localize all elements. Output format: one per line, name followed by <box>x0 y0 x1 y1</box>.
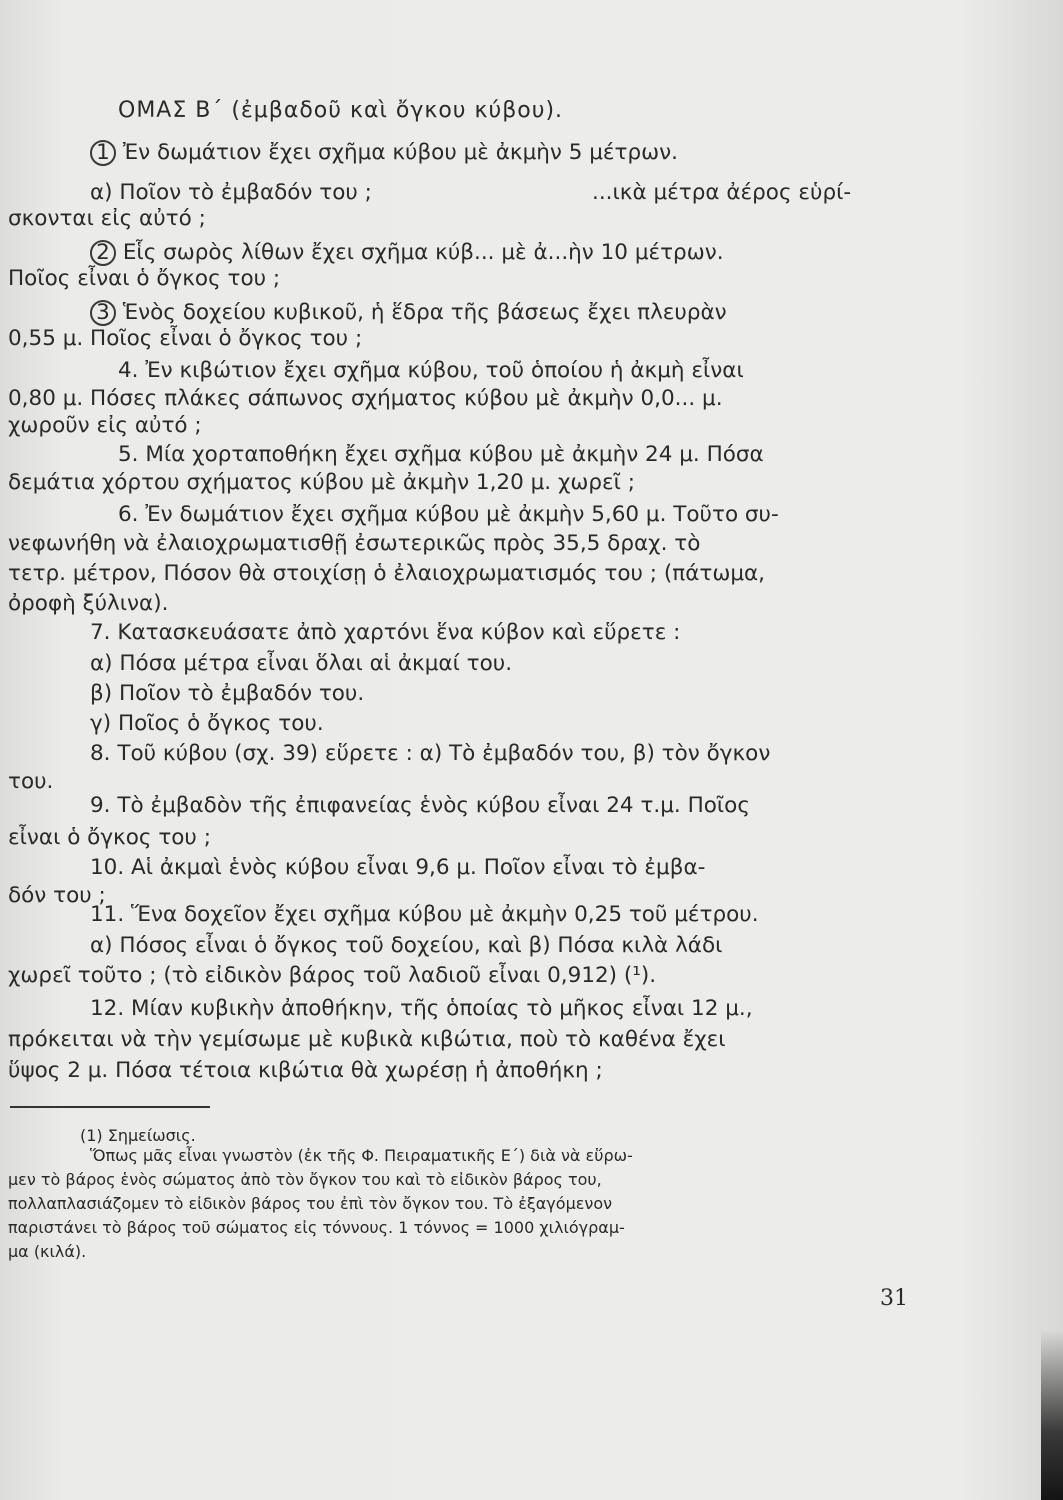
problem-10-cont: δόν του ; <box>8 883 106 908</box>
section-heading: ΟΜΑΣ Β΄ (ἐμβαδοῦ καὶ ὄγκου κύβου). <box>118 98 564 123</box>
problem-5-cont: δεμάτια χόρτου σχήματος κύβου μὲ ἀκμὴν 1,20 μ. χωρεῖ ; <box>8 470 636 495</box>
problem-text: Ἐν δωμάτιον ἔχει σχῆμα κύβου μὲ ἀκμὴν 5 μέτρων. <box>122 140 678 165</box>
footnote-line: μα (κιλά). <box>8 1242 87 1261</box>
problem-7: 7. Κατασκευάσατε ἀπὸ χαρτόνι ἕνα κύβον καὶ εὕρετε : <box>90 620 681 645</box>
problem-7a: α) Πόσα μέτρα εἶναι ὅλαι αἱ ἀκμαί του. <box>90 651 513 676</box>
problem-12: 12. Μίαν κυβικὴν ἀποθήκην, τῆς ὁποίας τὸ μῆκος εἶναι 12 μ., <box>90 996 753 1021</box>
problem-10: 10. Αἱ ἀκμαὶ ἑνὸς κύβου εἶναι 9,6 μ. Ποῖον εἶναι τὸ ἐμβα- <box>90 855 706 880</box>
footnote-marker: (1) Σημείωσις. <box>80 1126 196 1145</box>
page-edge-shadow <box>1041 1330 1063 1500</box>
problem-number-circle: 1 <box>90 140 116 166</box>
problem-3-cont: 0,55 μ. Ποῖος εἶναι ὁ ὄγκος του ; <box>8 326 363 351</box>
problem-4: 4. Ἐν κιβώτιον ἔχει σχῆμα κύβου, τοῦ ὁποίου ἡ ἀκμὴ εἶναι <box>118 358 744 383</box>
problem-text: Εἷς σωρὸς λίθων ἔχει σχῆμα κύβ... μὲ ἀ...ὴν 10 μέτρων. <box>122 240 724 265</box>
problem-11-cont: χωρεῖ τοῦτο ; (τὸ εἰδικὸν βάρος τοῦ λαδιοῦ εἶναι 0,912) (¹). <box>8 963 657 988</box>
problem-number-circle: 2 <box>90 240 116 266</box>
footnote-line: μεν τὸ βάρος ἑνὸς σώματος ἀπὸ τὸν ὄγκον του καὶ τὸ εἰδικὸν βάρος του, <box>8 1170 602 1189</box>
footnote-line: πολλαπλασιάζομεν τὸ εἰδικὸν βάρος του ἐπὶ τὸν ὄγκον του. Τὸ ἐξαγόμενον <box>8 1194 613 1213</box>
problem-6: 6. Ἐν δωμάτιον ἔχει σχῆμα κύβου μὲ ἀκμὴν 5,60 μ. Τοῦτο συ- <box>118 502 779 527</box>
problem-9: 9. Τὸ ἐμβαδὸν τῆς ἐπιφανείας ἑνὸς κύβου εἶναι 24 τ.μ. Ποῖος <box>90 793 750 818</box>
footnote-line: Ὅπως μᾶς εἶναι γνωστὸν (ἐκ τῆς Φ. Πειραματικῆς Ε΄) διὰ νὰ εὕρω- <box>90 1146 633 1165</box>
problem-7b: β) Ποῖον τὸ ἐμβαδόν του. <box>90 681 365 706</box>
problem-2-cont: Ποῖος εἶναι ὁ ὄγκος του ; <box>8 266 281 291</box>
problem-6-cont: νεφωνήθη νὰ ἐλαιοχρωματισθῇ ἐσωτερικῶς πρὸς 35,5 δραχ. τὸ <box>8 531 701 556</box>
problem-text: Ἑνὸς δοχείου κυβικοῦ, ἡ ἕδρα τῆς βάσεως ἔχει πλευρὰν <box>122 300 727 325</box>
problem-1a-line: α) Ποῖον τὸ ἐμβαδόν του ; <box>90 180 372 205</box>
problem-2 <box>90 240 724 266</box>
footnote-line: παριστάνει τὸ βάρος τοῦ σώματος εἰς τόννους. 1 τόννος = 1000 χιλιόγραμ- <box>8 1218 625 1237</box>
page-number: 31 <box>880 1286 908 1311</box>
problem-7c: γ) Ποῖος ὁ ὄγκος του. <box>90 711 324 736</box>
problem-8-cont: του. <box>8 769 54 794</box>
problem-6-cont: τετρ. μέτρον, Πόσον θὰ στοιχίσῃ ὁ ἐλαιοχρωματισμός του ; (πάτωμα, <box>8 561 766 586</box>
problem-1 <box>90 140 678 166</box>
problem-4-cont: χωροῦν εἰς αὐτό ; <box>8 413 202 438</box>
problem-1b-fragment: ...ικὰ μέτρα ἀέρος εὑρί- <box>592 180 852 205</box>
problem-5: 5. Μία χορταποθήκη ἔχει σχῆμα κύβου μὲ ἀκμὴν 24 μ. Πόσα <box>118 442 764 467</box>
problem-6-cont: ὀροφὴ ξύλινα). <box>8 591 169 616</box>
problem-12-cont: ὕψος 2 μ. Πόσα τέτοια κιβώτια θὰ χωρέσῃ ἡ ἀποθήκη ; <box>8 1058 603 1083</box>
problem-11: 11. Ἕνα δοχεῖον ἔχει σχῆμα κύβου μὲ ἀκμὴν 0,25 τοῦ μέτρου. <box>90 902 759 927</box>
problem-11-cont: α) Πόσος εἶναι ὁ ὄγκος τοῦ δοχείου, καὶ β) Πόσα κιλὰ λάδι <box>90 933 723 958</box>
problem-number-circle: 3 <box>90 300 116 326</box>
problem-3 <box>90 300 727 326</box>
problem-4-cont: 0,80 μ. Πόσες πλάκες σάπωνος σχήματος κύβου μὲ ἀκμὴν 0,0... μ. <box>8 386 723 411</box>
problem-8: 8. Τοῦ κύβου (σχ. 39) εὕρετε : α) Τὸ ἐμβαδόν του, β) τὸν ὄγκον <box>90 741 771 766</box>
problem-1-cont: σκονται εἰς αὐτό ; <box>8 206 206 231</box>
problem-12-cont: πρόκειται νὰ τὴν γεμίσωμε μὲ κυβικὰ κιβώτια, ποὺ τὸ καθένα ἔχει <box>8 1027 726 1052</box>
footnote-rule <box>10 1106 210 1108</box>
problem-9-cont: εἶναι ὁ ὄγκος του ; <box>8 825 211 850</box>
